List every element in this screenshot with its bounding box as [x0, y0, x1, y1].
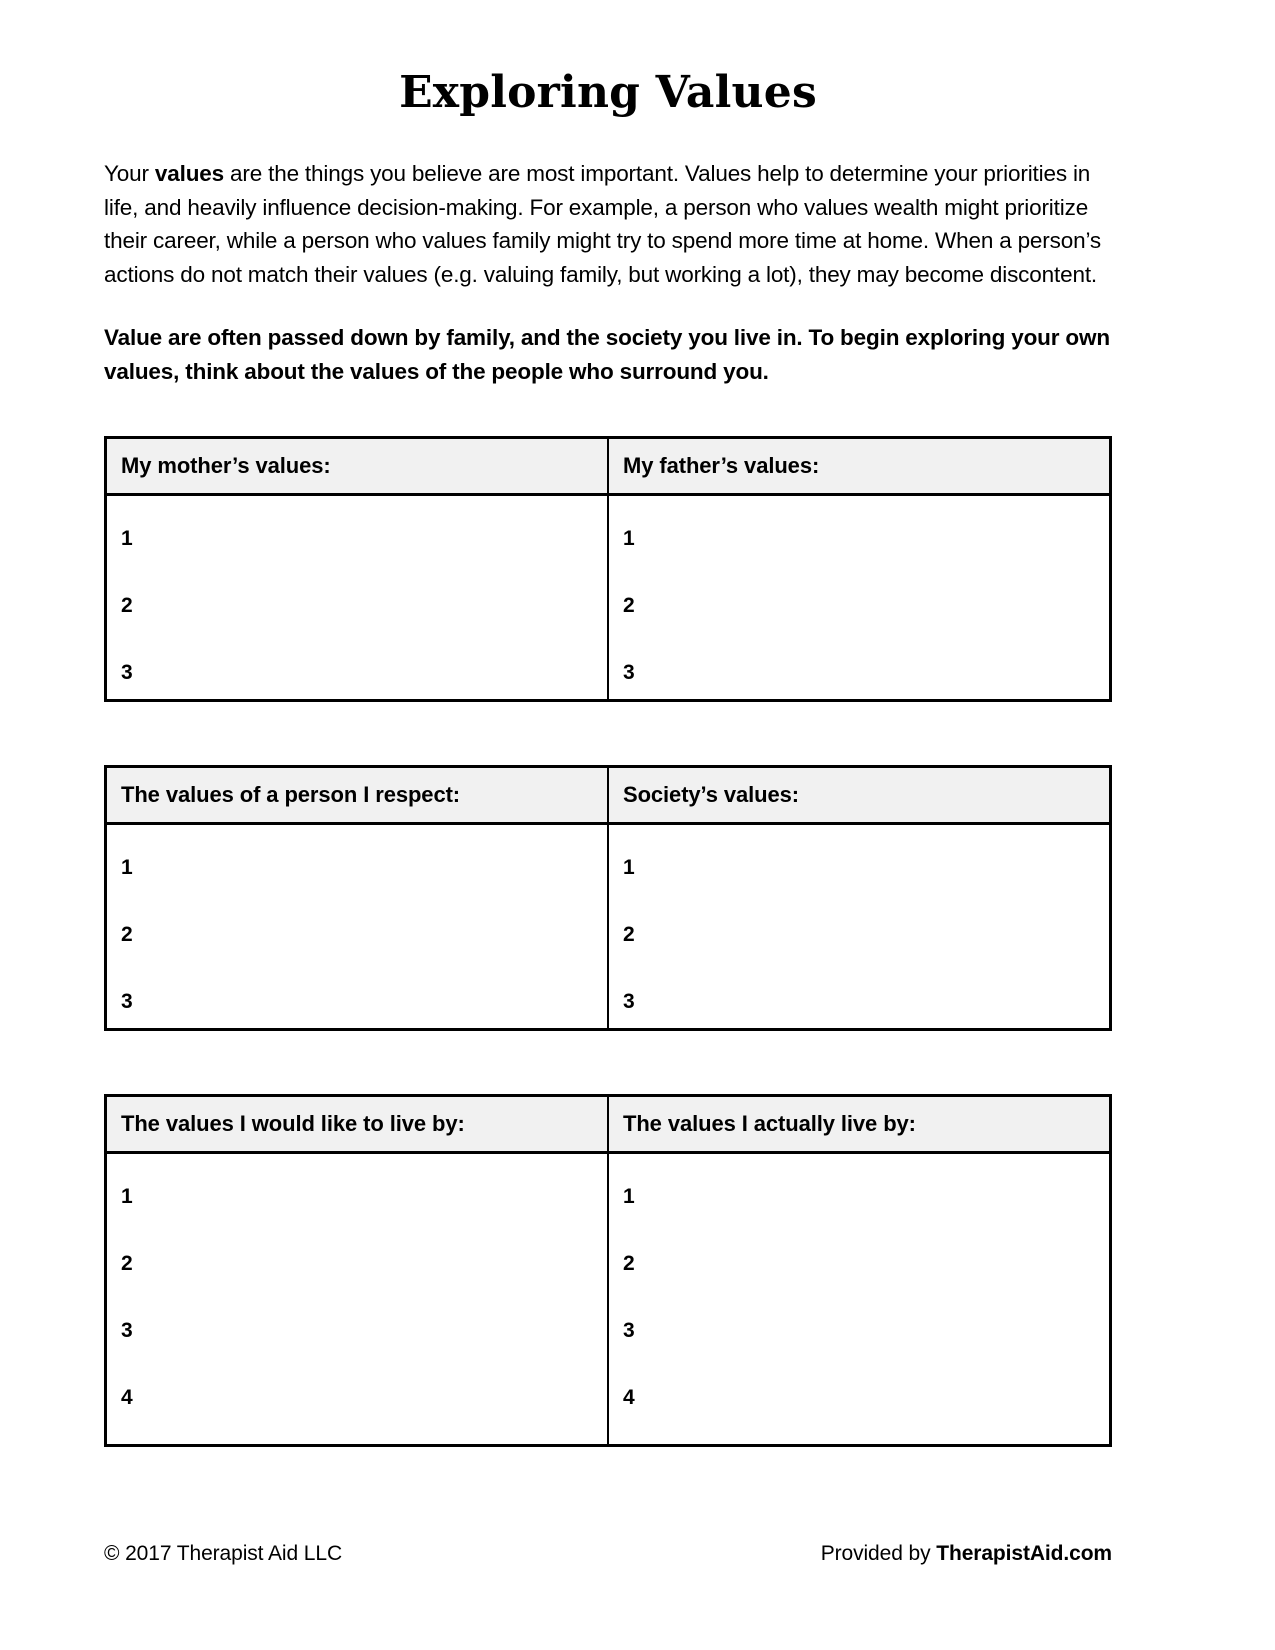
answer-lines	[609, 825, 1109, 1028]
page-footer	[104, 1542, 1112, 1566]
table-head	[106, 438, 1111, 495]
answer-cell-desired-values[interactable]	[106, 1153, 609, 1446]
list-item: 4	[121, 1386, 133, 1410]
list-item: 2	[623, 923, 635, 947]
table-body	[106, 824, 1111, 1030]
page-title: Exploring Values	[399, 67, 817, 118]
table-row	[106, 495, 1111, 701]
answer-cell-actual-values[interactable]	[608, 1153, 1111, 1446]
table-header-row	[106, 438, 1111, 495]
intro-text-after-bold: are the things you believe are most important. Values help to determine your priorities in life, and heavily influence decision-making. For example, a person who values wealth might prioritize their career, while a person who values family might try to spend more time at home. When a person’s actions do not match their values (e.g. valuing family, but working a lot), they may become discontent.	[104, 161, 1102, 287]
intro-bold-term: values	[154, 161, 225, 187]
answer-lines	[107, 825, 607, 1028]
table-row	[106, 1153, 1111, 1446]
list-item: 3	[623, 990, 635, 1014]
table-head	[106, 767, 1111, 824]
list-item: 3	[623, 1319, 635, 1343]
list-item: 1	[623, 856, 635, 880]
intro-text-before-bold: Your	[104, 161, 155, 187]
list-item: 2	[121, 594, 133, 618]
provided-by-prefix: Provided by	[820, 1542, 937, 1565]
list-item: 4	[623, 1386, 635, 1410]
table-row	[106, 824, 1111, 1030]
column-header-father-values: My father’s values:	[608, 438, 1111, 495]
table-wrapper-respect-society-values	[104, 702, 1112, 1031]
list-item: 1	[121, 527, 133, 551]
column-header-society-values: Society’s values:	[608, 767, 1111, 824]
answer-lines	[107, 496, 607, 699]
worksheet-content	[104, 0, 1112, 1447]
answer-cell-respected-person-values[interactable]	[106, 824, 609, 1030]
values-table-parents	[104, 436, 1112, 702]
table-header-row	[106, 767, 1111, 824]
table-wrapper-own-values	[104, 1031, 1112, 1447]
table-head	[106, 1096, 1111, 1153]
list-item: 3	[121, 661, 133, 685]
answer-lines	[107, 1154, 607, 1444]
list-item: 1	[623, 1185, 635, 1209]
list-item: 1	[121, 856, 133, 880]
list-item: 2	[121, 1252, 133, 1276]
values-table-respect-society	[104, 765, 1112, 1031]
list-item: 1	[121, 1185, 133, 1209]
answer-cell-mother-values[interactable]	[106, 495, 609, 701]
values-table-own	[104, 1094, 1112, 1447]
answer-cell-father-values[interactable]	[608, 495, 1111, 701]
list-item: 2	[623, 594, 635, 618]
column-header-mother-values: My mother’s values:	[106, 438, 609, 495]
column-header-respected-person-values: The values of a person I respect:	[106, 767, 609, 824]
answer-cell-society-values[interactable]	[608, 824, 1111, 1030]
table-body	[106, 1153, 1111, 1446]
answer-lines	[609, 1154, 1109, 1444]
list-item: 2	[623, 1252, 635, 1276]
brand-name: TherapistAid.com	[936, 1542, 1112, 1565]
copyright-text: © 2017 Therapist Aid LLC	[104, 1542, 343, 1565]
list-item: 3	[623, 661, 635, 685]
intro-paragraph	[104, 117, 1112, 291]
column-header-actual-values: The values I actually live by:	[608, 1096, 1111, 1153]
table-wrapper-parents-values	[104, 388, 1112, 702]
list-item: 3	[121, 990, 133, 1014]
list-item: 1	[623, 527, 635, 551]
answer-lines	[609, 496, 1109, 699]
table-body	[106, 495, 1111, 701]
list-item: 2	[121, 923, 133, 947]
lead-paragraph: Value are often passed down by family, and the society you live in. To begin exploring your own values, think about the values of the people who surround you.	[104, 325, 1110, 384]
column-header-desired-values: The values I would like to live by:	[106, 1096, 609, 1153]
provided-by-text	[821, 1542, 1112, 1566]
list-item: 3	[121, 1319, 133, 1343]
table-header-row	[106, 1096, 1111, 1153]
